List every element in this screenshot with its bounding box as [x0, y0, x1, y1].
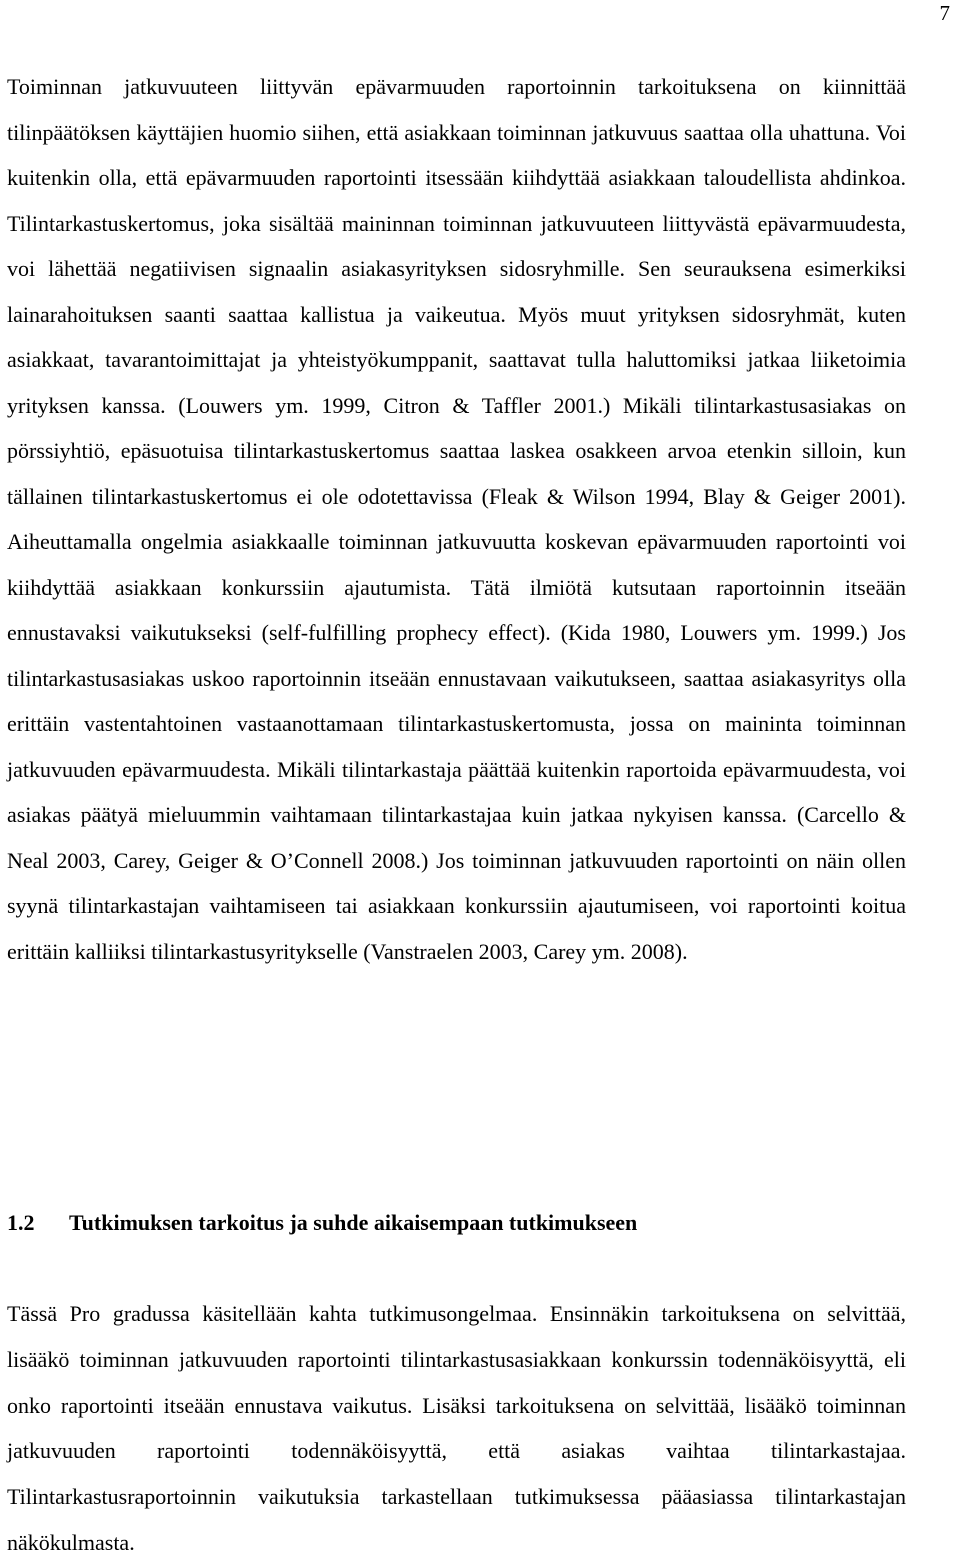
section-number: 1.2	[7, 1210, 35, 1235]
body-paragraph: Tässä Pro gradussa käsitellään kahta tutkimusongelmaa. Ensinnäkin tarkoituksena on selvittää, lisääkö toiminnan jatkuvuuden raportointi tilintarkastusasiakkaan konkurssin todennäköisyyttä, eli onko raportointi itseään ennustava vaikutus. Lisäksi tarkoituksena on selvittää, lisääkö toiminnan jatkuvuuden raportointi todennäköisyyttä, että asiakas vaihtaa tilintarkastajaa. Tilintarkastusraportoinnin vaikutuksia tarkastellaan tutkimuksessa pääasiassa tilintarkastajan näkökulmasta.	[7, 1301, 906, 1555]
page-number: 7	[939, 1, 950, 25]
section-heading	[7, 1208, 906, 1238]
section-title: Tutkimuksen tarkoitus ja suhde aikaisempaan tutkimukseen	[69, 1210, 638, 1235]
body-paragraph: Toiminnan jatkuvuuteen liittyvän epävarmuuden raportoinnin tarkoituksena on kiinnittää tilinpäätöksen käyttäjien huomio siihen, että asiakkaan toiminnan jatkuvuus saattaa olla uhattuna. Voi kuitenkin olla, että epävarmuuden raportointi itsessään kiihdyttää asiakkaan taloudellista ahdinkoa. Tilintarkastuskertomus, joka sisältää maininnan toiminnan jatkuvuuteen liittyvästä epävarmuudesta, voi lähettää negatiivisen signaalin asiakasyrityksen sidosryhmille. Sen seurauksena esimerkiksi lainarahoituksen saanti saattaa kallistua ja vaikeutua. Myös muut yrityksen sidosryhmät, kuten asiakkaat, tavarantoimittajat ja yhteistyökumppanit, saattavat tulla haluttomiksi jatkaa liiketoimia yrityksen kanssa. (Louwers ym. 1999, Citron & Taffler 2001.) Mikäli tilintarkastusasiakas on pörssiyhtiö, epäsuotuisa tilintarkastuskertomus saattaa laskea osakkeen arvoa etenkin silloin, kun tällainen tilintarkastuskertomus ei ole odotettavissa (Fleak & Wilson 1994, Blay & Geiger 2001). Aiheuttamalla ongelmia asiakkaalle toiminnan jatkuvuutta koskevan epävarmuuden raportointi voi kiihdyttää asiakkaan konkurssiin ajautumista. Tätä ilmiötä kutsutaan raportoinnin itseään ennustavaksi vaikutukseksi (self-fulfilling prophecy effect). (Kida 1980, Louwers ym. 1999.) Jos tilintarkastusasiakas uskoo raportoinnin itseään ennustavaan vaikutukseen, saattaa asiakasyritys olla erittäin vastentahtoinen vastaanottamaan tilintarkastuskertomusta, jossa on maininta toiminnan jatkuvuuden epävarmuudesta. Mikäli tilintarkastaja päättää kuitenkin raportoida epävarmuudesta, voi asiakas päätyä mieluummin vaihtamaan tilintarkastajaa kuin jatkaa nykyisen kanssa. (Carcello & Neal 2003, Carey, Geiger & O’Connell 2008.) Jos toiminnan jatkuvuuden raportointi on näin ollen syynä tilintarkastajan vaihtamiseen tai asiakkaan konkurssiin ajautumiseen, voi raportointi koitua erittäin kalliiksi tilintarkastusyritykselle (Vanstraelen 2003, Carey ym. 2008).	[7, 74, 906, 964]
